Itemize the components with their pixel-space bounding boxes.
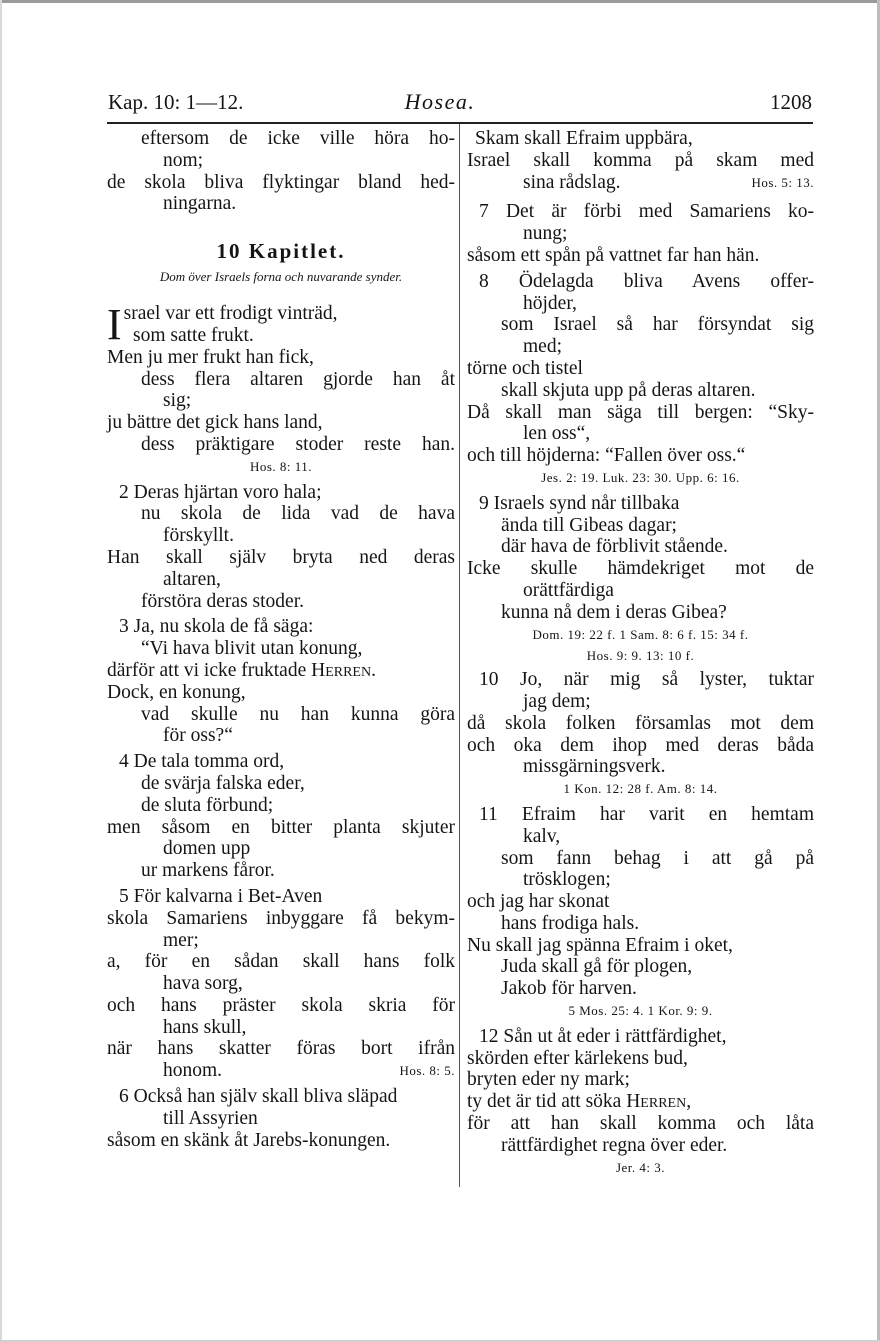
verse-line: mer;	[163, 929, 199, 951]
verse-text: ty det är tid att söka	[467, 1091, 622, 1113]
verse-line: Då skall man säga till bergen: “Sky-	[467, 401, 814, 423]
verse-line: och till höjderna: “Fallen över oss.“	[467, 445, 746, 467]
verse-line: 5 För kalvarna i Bet-Aven	[119, 885, 323, 907]
verse-line: orättfärdiga	[523, 579, 614, 601]
verse-line: 7 Det är förbi med Samariens ko-	[479, 201, 814, 223]
cross-reference: 5 Mos. 25: 4. 1 Kor. 9: 9.	[568, 1003, 713, 1019]
cross-reference: Hos. 8: 5.	[399, 1063, 455, 1079]
verse-line: 6 Också han själv skall bliva släpad	[119, 1086, 398, 1108]
verse-line: 4 De tala tomma ord,	[119, 751, 285, 773]
verse-line: bryten eder ny mark;	[467, 1069, 630, 1091]
verse-line: när hans skatter föras bort ifrån	[107, 1038, 455, 1060]
verse-line: de skola bliva flyktingar bland hed-	[107, 171, 455, 193]
verse-line: dess präktigare stoder reste han.	[141, 433, 455, 455]
verse-line: förstöra deras stoder.	[141, 590, 304, 612]
verse-line: 10 Jo, när mig så lyster, tuktar	[479, 669, 814, 691]
verse-line	[467, 1091, 814, 1113]
verse-line: 12 Sån ut åt eder i rättfärdighet,	[479, 1025, 727, 1047]
verse-line: nom;	[163, 149, 204, 171]
verse-line: och oka dem ihop med deras båda	[467, 734, 814, 756]
cross-reference: Hos. 9: 9. 13: 10 f.	[586, 648, 695, 664]
spacer	[107, 215, 455, 235]
verse-line: hans frodiga hals.	[501, 912, 640, 934]
verse-line: Dock, en konung,	[107, 681, 246, 703]
verse-line: som satte frukt.	[133, 324, 254, 346]
verse-line: och jag har skonat	[467, 891, 610, 913]
running-head-chapter-ref: Kap. 10: 1—12.	[108, 90, 244, 114]
verse-line: såsom en skänk åt Jarebs-konungen.	[107, 1129, 391, 1151]
spacer	[467, 193, 814, 201]
verse-line: 8 Ödelagda bliva Avens offer-	[479, 270, 814, 292]
verse-line: förskyllt.	[163, 525, 234, 547]
verse-line: men såsom en bitter planta skjuter	[107, 816, 455, 838]
page-number: 1208	[770, 90, 812, 114]
verse-line: ur markens fåror.	[141, 860, 275, 882]
verse-line: skall skjuta upp på deras altaren.	[501, 379, 756, 401]
verse-line: vad skulle nu han kunna göra	[141, 703, 455, 725]
verse-line: missgärningsverk.	[523, 756, 666, 778]
verse-line: Juda skall gå för plogen,	[501, 956, 693, 978]
verse-line: med;	[523, 336, 562, 358]
header-rule	[107, 122, 813, 124]
verse-line: som fann behag i att gå på	[501, 847, 814, 869]
verse-line: som Israel så har försyndat sig	[501, 314, 814, 336]
verse-line: len oss“,	[523, 423, 591, 445]
verse-line: jag dem;	[523, 690, 591, 712]
cross-reference: Hos. 5: 13.	[751, 174, 814, 190]
verse-line: a, för en sådan skall hans folk	[107, 951, 455, 973]
verse-line: såsom ett spån på vattnet far han hän.	[467, 244, 760, 266]
verse-line: Israel skall komma på skam med	[467, 149, 814, 171]
verse-text: sina rådslag.	[523, 171, 621, 193]
cross-reference: 1 Kon. 12: 28 f. Am. 8: 14.	[563, 781, 718, 797]
page-edge-top	[0, 0, 880, 3]
verse-line: där hava de förblivit stående.	[501, 536, 728, 558]
verse-text: honom.	[163, 1060, 223, 1082]
verse-line: 11 Efraim har varit en hemtam	[479, 803, 814, 825]
verse-text: därför att vi icke fruktade	[107, 659, 307, 681]
verse-line: dess flera altaren gjorde han åt	[141, 368, 455, 390]
cross-reference: Jes. 2: 19. Luk. 23: 30. Upp. 6: 16.	[541, 469, 740, 485]
verse-line: då skola folken församlas mot dem	[467, 712, 814, 734]
verse-line	[107, 1060, 455, 1082]
verse-line: 3 Ja, nu skola de få säga:	[119, 616, 314, 638]
verse-line: till Assyrien	[163, 1107, 258, 1129]
cross-reference: Dom. 19: 22 f. 1 Sam. 8: 6 f. 15: 34 f.	[532, 626, 749, 642]
verse-line: eftersom de icke ville höra ho-	[141, 128, 455, 149]
right-column	[467, 128, 814, 1178]
verse-line: och hans präster skola skria för	[107, 994, 455, 1016]
drop-cap: I	[107, 303, 122, 347]
divine-name: Herren.	[311, 659, 376, 681]
verse-line: 9 Israels synd når tillbaka	[479, 492, 680, 514]
verse-1-block	[107, 303, 455, 347]
page-edge-left	[0, 0, 2, 1342]
verse-line	[107, 660, 455, 682]
verse-line: domen upp	[163, 838, 251, 860]
verse-line: hans skull,	[163, 1016, 247, 1038]
verse-line: ända till Gibeas dagar;	[501, 514, 677, 536]
chapter-heading: 10 Kapitlet.	[216, 239, 346, 264]
verse-line: sig;	[163, 390, 192, 412]
cross-reference: Hos. 8: 11.	[249, 458, 313, 474]
running-head-book: Hosea.	[404, 89, 476, 114]
verse-line: kunna nå dem i deras Gibea?	[501, 601, 727, 623]
verse-line: Icke skulle hämdekriget mot de	[467, 558, 814, 580]
verse-line: nung;	[523, 223, 568, 245]
verse-line: Skam skall Efraim uppbära,	[475, 128, 693, 149]
verse-line: för oss?“	[163, 725, 233, 747]
verse-line: törne och tistel	[467, 357, 583, 379]
left-column	[107, 128, 455, 1151]
verse-line: hava sorg,	[163, 973, 243, 995]
spacer	[107, 289, 455, 303]
divine-name: Herren,	[626, 1091, 692, 1113]
column-divider	[459, 124, 460, 1187]
cross-reference: Jer. 4: 3.	[615, 1159, 666, 1175]
verse-line: Han skall själv bryta ned deras	[107, 546, 455, 568]
verse-line: rättfärdighet regna över eder.	[501, 1134, 728, 1156]
verse-line: kalv,	[523, 825, 561, 847]
verse-line: de sluta förbund;	[141, 794, 274, 816]
chapter-subtitle: Dom över Israels forna och nuvarande synder.	[159, 269, 403, 285]
verse-line: höjder,	[523, 292, 577, 314]
verse-line: nu skola de lida vad de hava	[141, 503, 455, 525]
verse-line: altaren,	[163, 568, 221, 590]
verse-line: Men ju mer frukt han fick,	[107, 346, 314, 368]
verse-line: Jakob för harven.	[501, 978, 637, 1000]
verse-line: skörden efter kärlekens bud,	[467, 1047, 688, 1069]
verse-line: för att han skall komma och låta	[467, 1113, 814, 1135]
verse-line: Nu skall jag spänna Efraim i oket,	[467, 934, 733, 956]
verse-line: ningarna.	[163, 193, 237, 215]
verse-line: 2 Deras hjärtan voro hala;	[119, 481, 322, 503]
verse-line: srael var ett frodigt vinträd,	[123, 303, 338, 325]
verse-line: de svärja falska eder,	[141, 772, 305, 794]
verse-line: trösklogen;	[523, 869, 611, 891]
verse-line	[467, 172, 814, 194]
verse-line: “Vi hava blivit utan konung,	[141, 638, 363, 660]
verse-line: ju bättre det gick hans land,	[107, 412, 323, 434]
verse-line: skola Samariens inbyggare få bekym-	[107, 907, 455, 929]
